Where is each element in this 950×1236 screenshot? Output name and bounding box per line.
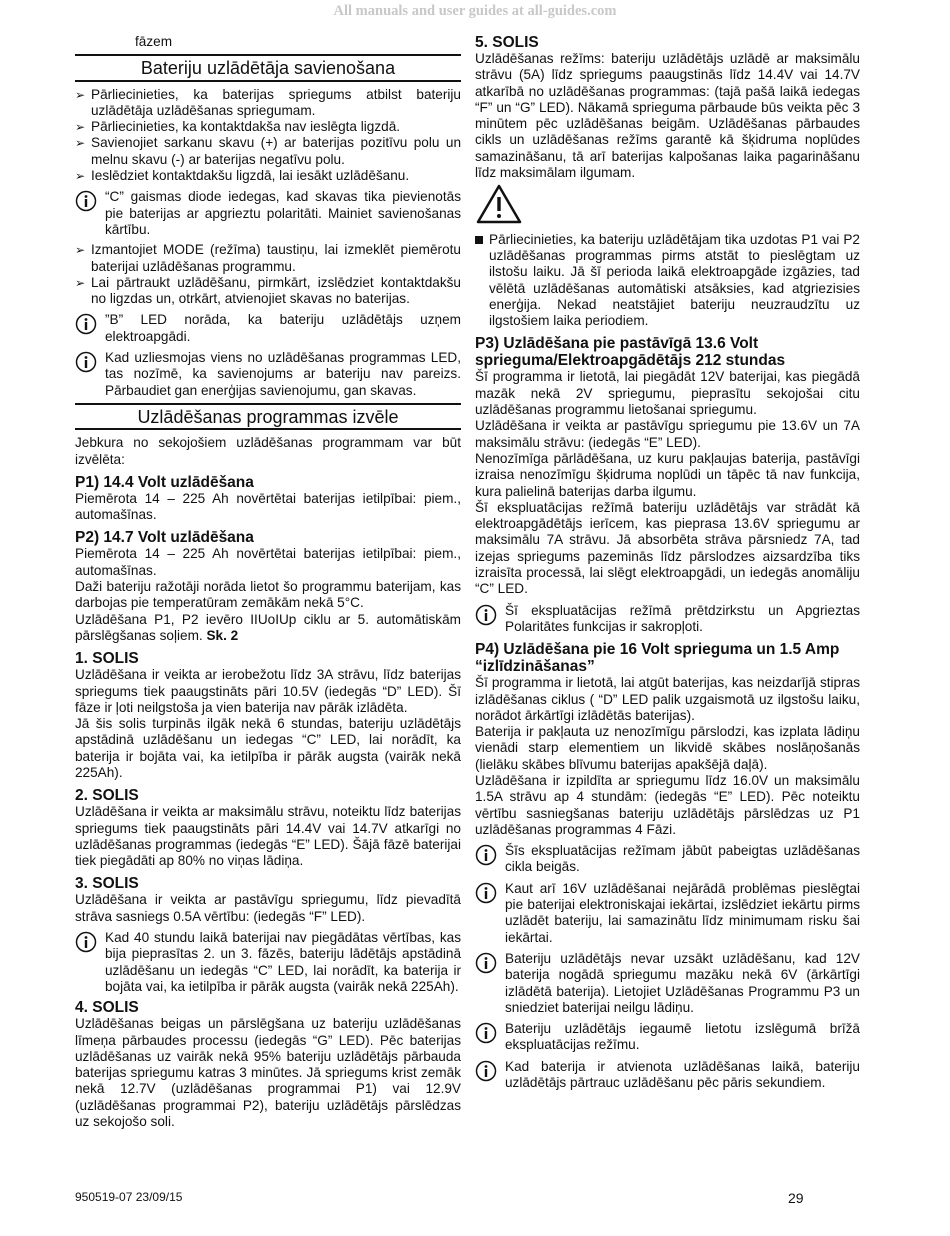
info-icon <box>475 603 505 630</box>
page-number: 29 <box>788 1190 804 1206</box>
info-note: Bateriju uzlādētājs iegaumē lietotu izslēgumā brīžā ekspluatācijas režīmu. <box>475 1021 860 1054</box>
p1-title: P1) 14.4 Volt uzlādēšana <box>75 473 254 491</box>
intro-text: Jebkura no sekojošiem uzlādēšanas programmam var būt izvēlēta: <box>75 435 461 467</box>
list-item: ➢ Lai pārtraukt uzlādēšanu, pirmkārt, izslēdziet kontaktdakšu no ligzdas un, otrkārt, atvienojiet skavas no baterijas. <box>75 274 461 307</box>
step4-text: Uzlādēšanas beigas un pārslēgšana uz bateriju uzlādēšanas līmeņa pārbaudes processu (iedegās “G” LED). Pēc baterijas uzlādēšanas uz vairāk nekā 95% bateriju uzlādētājs pārbauda baterijas spriegumu katras 3 minūtes. Jā spriegums krist zemāk nekā 12.7V (uzlādēšanas programmai P1) vai 12.9V (uzlādēšanas programmai P2), bateriju uzlādētājs pārslēdzas uz sekojošo soli. <box>75 1016 461 1130</box>
warning-icon-wrap <box>475 183 860 229</box>
info-icon <box>475 1059 505 1086</box>
warning-triangle-icon <box>475 183 523 225</box>
info-note: “C” gaismas diode iedegas, kad skavas tika pievienotās pie baterijas ar apgrieztu polaritāti. Mainiet savienošanas kārtību. <box>75 189 461 238</box>
watermark: All manuals and user guides at all-guides.com <box>333 3 617 19</box>
info-note: Šīs ekspluatācijas režīmam jābūt pabeigtas uzlādēšanas cikla beigās. <box>475 843 860 876</box>
arrow-bullet-icon: ➢ <box>75 243 86 258</box>
left-column <box>75 34 461 1130</box>
info-note: Bateriju uzlādētājs nevar uzsākt uzlādēšanu, kad 12V baterija nogādā spriegumu mazāku nekā 6V (ārkārtīgi izlādētā baterija). Lietojiet Uzlādēšanas Programmu P3 un sniedziet baterijai neilgu lādiņu. <box>475 951 860 1016</box>
document-code: 950519-07 23/09/15 <box>75 1190 183 1204</box>
p4-text: Šī programma ir lietotā, lai atgūt baterijas, kas neizdarījā stipras izlādēšanas ciklus ( “D” LED palik uzgaismotā uz ilgstošu laiku, norādot ārkārtīgi izlādētās baterijas). <box>475 675 860 723</box>
step5-text: Uzlādēšanas režīms: bateriju uzlādētājs uzlādē ar maksimālu strāvu (5A) līdz spriegums paaugstinās līdz 14.4V vai 14.7V atkarībā no uzlādēšanas programmas: (tajā pašā laikā iedegas “F” un “G” LED). Nākamā sprieguma pārbaude būs veikta pēc 3 minūtem pēc uzlādēšanas beigām. Uzlādēšanas pārbaudes cikls un uzlādēšanas režīms garantē kā šķidruma noplūdes samazināšanu, tā arī baterijas kalpošanas laika pagarināšanu līdz maksimālam ilgumam. <box>475 51 860 181</box>
bullet-list-1 <box>75 87 461 185</box>
info-icon <box>75 312 105 339</box>
p2-title: P2) 14.7 Volt uzlādēšana <box>75 529 254 547</box>
step2-title: 2. SOLIS <box>75 787 139 805</box>
square-bullet-icon <box>475 232 489 248</box>
p3-text: Šī programma ir lietotā, lai piegādāt 12V baterijai, kas piegādā mazāk nekā 2V spriegumu, pieprasītu sekojošai citu uzlādēšanas programmu lietošanai spriegumu. <box>475 369 860 418</box>
arrow-bullet-icon: ➢ <box>75 275 86 290</box>
step3-title: 3. SOLIS <box>75 875 139 893</box>
info-icon <box>75 930 105 957</box>
list-item: ➢ Ieslēdziet kontaktdakšu ligzdā, lai iesākt uzlādēšanu. <box>75 168 410 184</box>
p3-text: Uzlādēšana ir veikta ar pastāvīgu spriegumu pie 13.6V un 7A maksimālu strāvu: (iedegās “E” LED). <box>475 418 860 450</box>
warning-note: Pārliecinieties, ka bateriju uzlādētājam tika uzdotas P1 vai P2 uzlādēšanas programmas pirms atstāt to pieslēgtam uz ilstošu laiku. Jā šī perioda laikā elektroapgāde izgāzies, tad vēlētā uzlādēšanas automātiski atsāksies, kad atgriezisies enerģija. Nekad neatstājiet bateriju neuzraudzītu uz ilgstošiem laika periodiem. <box>475 232 860 330</box>
list-item: ➢ Izmantojiet MODE (režīma) taustiņu, lai izmeklēt piemērotu baterijai uzlādēšanas programmu. <box>75 242 461 274</box>
top-word: fāzem <box>135 34 173 49</box>
info-icon <box>75 189 105 216</box>
section-title-program-selection: Uzlādēšanas programmas izvēle <box>75 403 461 430</box>
info-note: Šī ekspluatācijas režīmā prētdzirkstu un Apgrieztas Polaritātes funkcijas ir sakropļoti. <box>475 603 860 636</box>
step2-text: Uzlādēšana ir veikta ar maksimālu strāvu, noteiktu līdz baterijas spriegums tiek paaugstināts pāri 14.4V vai 14.7V atkarīgi no uzlādēšanas programmas (iedegās “E” LED). Šājā fāzē baterijai tiek piegādāti ap 80% no viņas lādiņa. <box>75 804 461 869</box>
p4-title: P4) Uzlādēšana pie 16 Volt sprieguma un 1.5 Amp “izlīdzināšanas” <box>475 641 840 676</box>
step5-title: 5. SOLIS <box>475 34 539 51</box>
info-icon <box>75 350 105 377</box>
info-icon <box>475 881 505 908</box>
arrow-bullet-icon: ➢ <box>75 120 86 135</box>
bullet-list-2 <box>75 242 461 307</box>
info-note: ”B” LED norāda, ka bateriju uzlādētājs uzņem elektroapgādi. <box>75 312 461 345</box>
section-title-connection: Bateriju uzlādētāja savienošana <box>75 54 461 81</box>
step4-title: 4. SOLIS <box>75 999 139 1017</box>
p4-text: Baterija ir pakļauta uz nenozīmīgu pārslodzi, kas izplata lādiņu vienādi starp elementiem un likvidē skābes noslāņošanās (lielāku skābes blīvumu baterijas apakšējā daļā). <box>475 724 860 772</box>
p2-text: Uzlādēšana P1, P2 ievēro IIUoIUp ciklu ar 5. automātiskām pārslēgšanas soļiem. Sk. 2 <box>75 611 461 643</box>
arrow-bullet-icon: ➢ <box>75 136 86 151</box>
p1-text: Piemērota 14 – 225 Ah novērtētai baterijas ietilpībai: piem., automašīnas. <box>75 490 461 523</box>
info-icon <box>475 1021 505 1048</box>
p4-text: Uzlādēšana ir izpildīta ar spriegumu līdz 16.0V un maksimālu 1.5A strāvu ap 4 stundām: (iedegās “E” LED). Pēc noteiktu vērtību sasniegšanas bateriju uzlādētājs pārslēdzas uz P1 uzlādēšanas programmas 4 Fāzi. <box>475 772 860 837</box>
info-icon <box>475 951 505 978</box>
arrow-bullet-icon: ➢ <box>75 87 86 102</box>
p2-text: Piemērota 14 – 225 Ah novērtētai baterijas ietilpībai: piem., automašīnas. <box>75 546 461 578</box>
info-note: Kaut arī 16V uzlādēšanai nejārādā problēmas pieslēgtai pie baterijai elektroniskajai iekārtai, izslēdziet iekārtu pirms uzlādēt bateriju, lai samazinātu līdz minimumam risku šai iekārtai. <box>475 881 860 946</box>
p3-text: Šī ekspluatācijas režīmā bateriju uzlādētājs var strādāt kā elektroapgādētājs ierīcem, kas pieprasa 13.6V spriegumu ar maksimālu 7A strāvu. Jā absorbēta strāva pārsniedz 7A, tad izejas spriegums pazeminās līdz pārslodzes aizsardzība tiks izraisīta processā, lai slēgt elektroapgādi, un iedegās anomāliju “C” LED. <box>475 499 860 597</box>
step3-text: Uzlādēšana ir veikta ar pastāvīgu spriegumu, līdz pievadītā strāva sasniegs 0.5A vērtību: (iedegās “F” LED). <box>75 892 461 924</box>
p3-text: Nenozīmīga pārlādēšana, uz kuru pakļaujas baterija, pastāvīgi izraisa nenozīmīgu šķidruma noplūdi un tāpēc tā nav funkcija, kura palielinā baterijas darba ilgumu. <box>475 450 860 499</box>
list-item: ➢ Savienojiet sarkanu skavu (+) ar baterijas pozitīvu polu un melnu skavu (-) ar baterijas negatīvu polu. <box>75 135 461 167</box>
step1-text: Uzlādēšana ir veikta ar ierobežotu līdz 3A strāvu, līdz baterijas spriegums tiek paaugstināts pāri 10.5V (iedegās “D” LED). Šī fāze ir ļoti neilgstoša ja vien baterija nav pārāk izlādēta. <box>75 667 461 715</box>
p3-title: P3) Uzlādēšana pie pastāvīgā 13.6 Volt sprieguma/Elektroapgādētājs 212 stundas <box>475 335 786 370</box>
info-note: Kad 40 stundu laikā baterijai nav piegādātas vērtības, kas bija pieprasītas 2. un 3. fāzēs, bateriju lādētājs apstādinā uzlādēšanu un iedegās “C” LED, lai norādīt, ka baterija ir bojāta vai, ka ietilpība ir pārāk augsta (vairāk nekā 225Ah). <box>75 930 461 995</box>
info-note: Kad uzliesmojas viens no uzlādēšanas programmas LED, tas nozīmē, ka savienojums ar bateriju nav pareizs. Pārbaudiet gan enerģijas savienojumu, gan skavas. <box>75 350 461 399</box>
step1-title: 1. SOLIS <box>75 650 139 668</box>
step1-text: Jā šis solis turpinās ilgāk nekā 6 stundas, bateriju uzlādētājs apstādinā uzlādēšanu un iedegas “C” LED, lai norādīt, ka baterija ir bojāta vai, ka ietilpība ir pārāk augsta (vairāk nekā 225Ah). <box>75 716 461 780</box>
list-item: ➢ Pārliecinieties, ka baterijas spriegums atbilst bateriju uzlādētāja uzlādēšanas spriegumam. <box>75 86 461 118</box>
arrow-bullet-icon: ➢ <box>75 169 86 184</box>
right-column <box>475 34 860 1095</box>
list-item: ➢ Pārliecinieties, ka kontaktdakša nav ieslēgta ligzdā. <box>75 119 401 135</box>
p2-text: Daži bateriju ražotāji norāda lietot šo programmu baterijam, kas darbojas pie temperatūram zemākām nekā 5°C. <box>75 579 461 611</box>
info-note: Kad baterija ir atvienota uzlādēšanas laikā, bateriju uzlādētājs pārtrauc uzlādēšanu pēc pāris sekundiem. <box>475 1059 860 1092</box>
info-icon <box>475 843 505 870</box>
